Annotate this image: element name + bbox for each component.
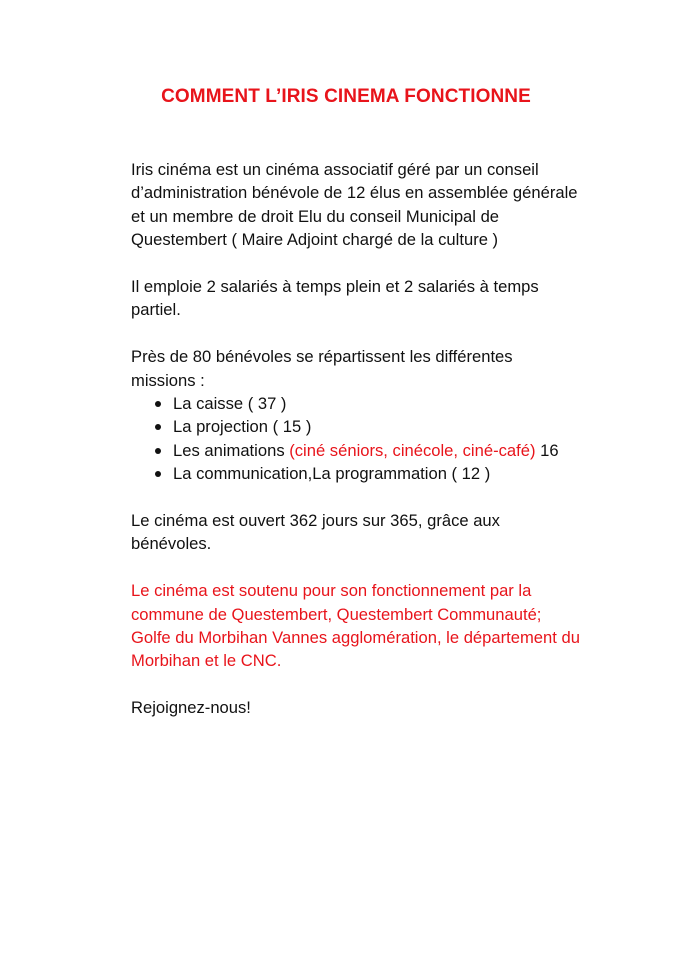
opening-paragraph: Le cinéma est ouvert 362 jours sur 365, grâce aux bénévoles. bbox=[131, 511, 500, 554]
bullet-icon bbox=[155, 471, 161, 477]
mission-count: 16 bbox=[535, 440, 559, 460]
mission-text: La caisse ( 37 ) bbox=[173, 394, 287, 414]
mission-text: La projection ( 15 ) bbox=[173, 417, 312, 437]
support-paragraph: Le cinéma est soutenu pour son fonctionnement par la commune de Questembert, Questembert Communauté; Golfe du Morbihan Vannes agglomération, le département du Morbihan et le CNC. bbox=[131, 581, 580, 671]
employees-paragraph: Il emploie 2 salariés à temps plein et 2 salariés à temps partiel. bbox=[131, 277, 539, 320]
bullet-icon bbox=[155, 401, 161, 407]
missions-list bbox=[131, 392, 581, 486]
mission-text: La communication,La programmation ( 12 ) bbox=[173, 464, 491, 484]
bullet-icon bbox=[155, 448, 161, 454]
volunteers-paragraph: Près de 80 bénévoles se répartissent les différentes missions : bbox=[131, 347, 513, 390]
mission-highlight: (ciné séniors, cinécole, ciné-café) bbox=[289, 440, 536, 460]
list-item bbox=[131, 392, 581, 415]
document-body bbox=[131, 158, 581, 743]
list-item bbox=[131, 415, 581, 438]
mission-text: Les animations bbox=[173, 440, 290, 460]
closing-paragraph: Rejoignez-nous! bbox=[131, 698, 251, 718]
page-title: COMMENT L’IRIS CINEMA FONCTIONNE bbox=[161, 86, 531, 107]
list-item bbox=[131, 439, 581, 462]
list-item bbox=[131, 462, 581, 485]
intro-paragraph: Iris cinéma est un cinéma associatif géré par un conseil d’administration bénévole de 12 élus en assemblée générale et un membre de droit Elu du conseil Municipal de Questembert ( Maire Adjoint chargé de la culture ) bbox=[131, 160, 578, 250]
bullet-icon bbox=[155, 424, 161, 430]
